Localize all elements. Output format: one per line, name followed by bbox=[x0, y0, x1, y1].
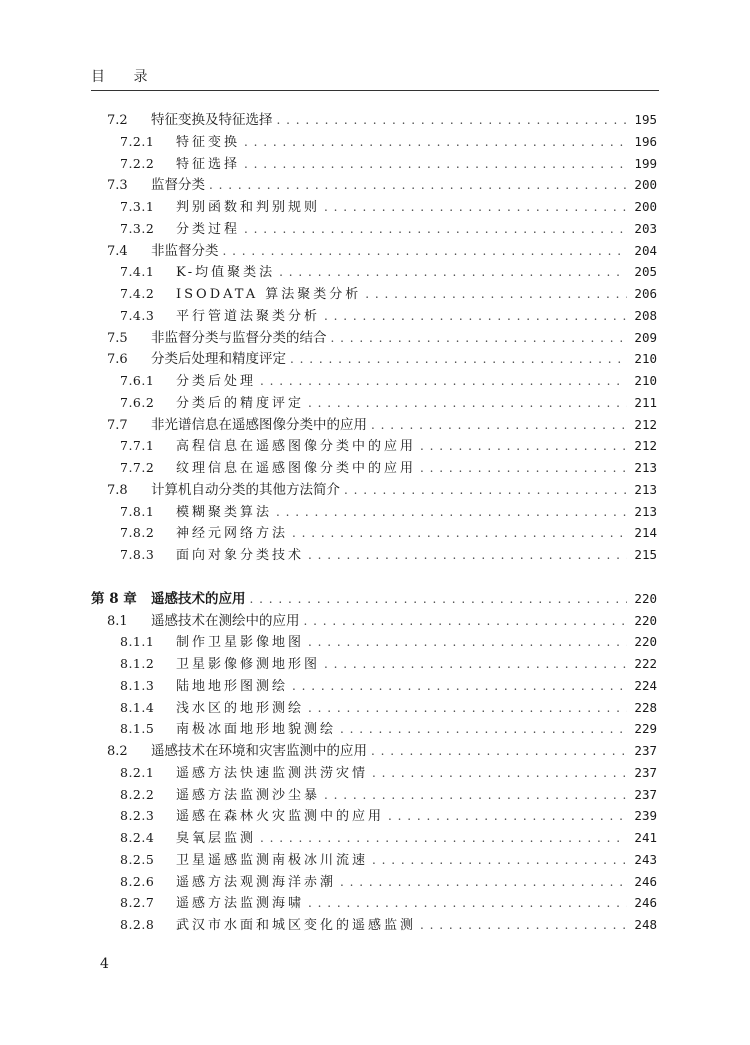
toc-entry-number: 7.6.2 bbox=[120, 394, 155, 410]
toc-entry-number: 7.2.2 bbox=[120, 155, 155, 171]
toc-entry-number: 7.7 bbox=[107, 417, 128, 433]
toc-entry-page: 213 bbox=[634, 481, 657, 497]
dot-leader bbox=[344, 479, 627, 501]
toc-subsection[interactable] bbox=[0, 784, 750, 806]
toc-entry-title: 纹理信息在遥感图像分类中的应用 bbox=[176, 461, 417, 476]
dot-leader bbox=[324, 196, 627, 218]
toc-subsection[interactable] bbox=[0, 827, 750, 849]
toc-section[interactable] bbox=[0, 740, 750, 762]
toc-entry-page: 237 bbox=[634, 764, 657, 780]
toc-entry-number: 8.1.4 bbox=[120, 699, 155, 715]
toc-entry-number: 7.7.2 bbox=[120, 460, 155, 475]
toc-entry-title: 分类过程 bbox=[176, 221, 241, 237]
toc-entry-title: 非监督分类与监督分类的结合 bbox=[151, 329, 327, 346]
dot-leader bbox=[371, 414, 627, 436]
toc-entry-title: 陆地地形图测绘 bbox=[176, 678, 289, 694]
dot-leader bbox=[388, 805, 627, 827]
toc-entry-number: 7.4.1 bbox=[120, 264, 155, 280]
toc-entry-number: 8.2 bbox=[107, 744, 128, 759]
toc-entry-page: 209 bbox=[634, 329, 657, 345]
toc-entry-title: 神经元网络方法 bbox=[176, 526, 289, 542]
dot-leader bbox=[250, 588, 628, 610]
toc-entry-title: 遥感技术的应用 bbox=[151, 590, 246, 607]
toc-entry-number: 8.1.3 bbox=[120, 677, 155, 693]
toc-entry-page: 228 bbox=[634, 699, 657, 715]
toc-entry-title: 非光谱信息在遥感图像分类中的应用 bbox=[151, 416, 367, 433]
dot-leader bbox=[244, 131, 627, 153]
toc-subsection[interactable] bbox=[0, 196, 750, 218]
toc-entry-number: 8.2.7 bbox=[120, 895, 155, 911]
toc-subsection[interactable] bbox=[0, 522, 750, 544]
toc-entry-number: 7.3 bbox=[107, 178, 128, 194]
toc-entry-title: 武汉市水面和城区变化的遥感监测 bbox=[176, 918, 417, 933]
toc-entry-title: 分类后处理 bbox=[176, 374, 257, 389]
toc-entry-page: 199 bbox=[634, 155, 657, 171]
toc-entry-number: 8.1.1 bbox=[120, 634, 155, 650]
toc-entry-title: 监督分类 bbox=[151, 177, 205, 194]
toc-section[interactable] bbox=[0, 348, 750, 370]
toc-entry-page: 248 bbox=[634, 917, 657, 932]
toc-entry-page: 229 bbox=[634, 721, 657, 737]
toc-entry-number: 第 8 章 bbox=[91, 590, 137, 607]
toc-entry-number: 8.2.2 bbox=[120, 786, 155, 802]
dot-leader bbox=[308, 392, 627, 414]
dot-leader bbox=[244, 153, 627, 175]
toc-entry-page: 204 bbox=[634, 242, 657, 258]
toc-entry-page: 222 bbox=[634, 656, 657, 671]
toc-subsection[interactable] bbox=[0, 805, 750, 827]
toc-section[interactable] bbox=[0, 327, 750, 349]
toc-entry-number: 7.8 bbox=[107, 482, 128, 498]
toc-entry-page: 246 bbox=[634, 895, 657, 911]
dot-leader bbox=[276, 501, 627, 523]
dot-leader bbox=[279, 261, 627, 283]
toc-entry-page: 239 bbox=[634, 808, 657, 824]
toc-entry-title: K-均值聚类法 bbox=[176, 265, 276, 281]
dot-leader bbox=[324, 784, 627, 806]
dot-leader bbox=[209, 174, 627, 196]
toc-entry-number: 8.2.5 bbox=[120, 851, 155, 867]
toc-subsection[interactable] bbox=[0, 131, 750, 153]
toc-entry-page: 210 bbox=[634, 373, 657, 388]
toc-entry-page: 241 bbox=[634, 830, 657, 845]
toc-entry-title: 平行管道法聚类分析 bbox=[176, 308, 321, 324]
toc-entry-title: 遥感方法观测海洋赤潮 bbox=[176, 874, 337, 890]
toc-entry-number: 7.3.1 bbox=[120, 199, 155, 214]
toc-entry-page: 206 bbox=[634, 286, 657, 301]
dot-leader bbox=[340, 871, 627, 893]
toc-entry-title: 面向对象分类技术 bbox=[176, 548, 305, 563]
toc-entry-page: 237 bbox=[634, 786, 657, 802]
dot-leader bbox=[260, 370, 627, 392]
toc-entry-title: 分类后的精度评定 bbox=[176, 395, 305, 411]
toc-subsection[interactable] bbox=[0, 762, 750, 784]
toc-entry-title: ISODATA 算法聚类分析 bbox=[176, 287, 362, 302]
running-header: 目 录 bbox=[91, 69, 160, 85]
toc-entry-number: 7.4.2 bbox=[120, 286, 155, 301]
toc-entry-title: 遥感在森林火灾监测中的应用 bbox=[176, 809, 385, 825]
toc-entry-page: 196 bbox=[634, 133, 657, 149]
toc-entry-number: 8.1.2 bbox=[120, 656, 155, 671]
toc-entry-title: 制作卫星影像地图 bbox=[176, 635, 305, 651]
header-rule bbox=[91, 90, 659, 91]
toc-subsection[interactable] bbox=[0, 914, 750, 936]
toc-entry-title: 特征变换及特征选择 bbox=[151, 112, 273, 128]
toc-entry-number: 7.8.1 bbox=[120, 503, 155, 519]
toc-subsection[interactable] bbox=[0, 631, 750, 653]
toc-subsection[interactable] bbox=[0, 370, 750, 392]
toc-entry-page: 212 bbox=[634, 416, 657, 432]
toc-entry-title: 高程信息在遥感图像分类中的应用 bbox=[176, 439, 417, 455]
dot-leader bbox=[420, 435, 627, 457]
toc-entry-title: 分类后处理和精度评定 bbox=[151, 351, 286, 368]
dot-leader bbox=[420, 914, 627, 936]
toc-subsection[interactable] bbox=[0, 218, 750, 240]
toc-subsection[interactable] bbox=[0, 435, 750, 457]
toc-entry-page: 195 bbox=[634, 112, 657, 127]
dot-leader bbox=[420, 457, 627, 479]
page-number: 4 bbox=[100, 956, 109, 972]
toc-entry-title: 卫星遥感监测南极冰川流速 bbox=[176, 852, 369, 868]
toc-entry-page: 243 bbox=[634, 851, 657, 867]
dot-leader bbox=[304, 610, 628, 632]
toc-entry-title: 浅水区的地形测绘 bbox=[176, 700, 305, 716]
dot-leader bbox=[308, 892, 627, 914]
toc-chapter[interactable] bbox=[0, 588, 750, 610]
toc-section[interactable] bbox=[0, 479, 750, 501]
toc-entry-title: 遥感方法监测海啸 bbox=[176, 896, 305, 912]
toc-entry-title: 遥感技术在测绘中的应用 bbox=[151, 612, 300, 629]
toc-entry-page: 212 bbox=[634, 438, 657, 454]
toc-entry-number: 8.1 bbox=[107, 613, 128, 629]
dot-leader bbox=[244, 218, 627, 240]
toc-entry-number: 7.8.2 bbox=[120, 525, 155, 541]
toc-entry-number: 7.2.1 bbox=[120, 133, 155, 149]
toc-entry-number: 7.3.2 bbox=[120, 220, 155, 236]
dot-leader bbox=[372, 762, 627, 784]
toc-subsection[interactable] bbox=[0, 261, 750, 283]
toc-entry-title: 遥感技术在环境和灾害监测中的应用 bbox=[151, 743, 367, 759]
toc-section[interactable] bbox=[0, 414, 750, 436]
toc-subsection[interactable] bbox=[0, 392, 750, 414]
toc-entry-number: 7.6 bbox=[107, 352, 128, 368]
toc-entry-title: 判别函数和判别规则 bbox=[176, 200, 321, 215]
dot-leader bbox=[331, 327, 628, 349]
toc-subsection[interactable] bbox=[0, 892, 750, 914]
toc-entry-title: 特征变换 bbox=[176, 134, 241, 150]
toc-subsection[interactable] bbox=[0, 544, 750, 566]
toc-entry-title: 模糊聚类算法 bbox=[176, 504, 273, 520]
toc-entry-page: 203 bbox=[634, 220, 657, 236]
toc-entry-title: 非监督分类 bbox=[151, 242, 219, 259]
toc-entry-page: 220 bbox=[634, 590, 657, 606]
toc-entry-number: 7.8.3 bbox=[120, 547, 155, 562]
toc-entry-page: 208 bbox=[634, 307, 657, 323]
dot-leader bbox=[290, 348, 627, 370]
toc-entry-title: 遥感方法快速监测洪涝灾情 bbox=[176, 765, 369, 781]
toc-subsection[interactable] bbox=[0, 305, 750, 327]
toc-entry-number: 7.2 bbox=[107, 113, 128, 128]
dot-leader bbox=[292, 675, 627, 697]
toc-entry-page: 213 bbox=[634, 503, 657, 519]
toc-section[interactable] bbox=[0, 174, 750, 196]
dot-leader bbox=[324, 305, 627, 327]
dot-leader bbox=[223, 240, 628, 262]
toc-entry-title: 卫星影像修测地形图 bbox=[176, 657, 321, 672]
dot-leader bbox=[340, 718, 627, 740]
toc-entry-page: 200 bbox=[634, 199, 657, 214]
dot-leader bbox=[308, 631, 627, 653]
toc-entry-number: 7.5 bbox=[107, 330, 128, 346]
toc-subsection[interactable] bbox=[0, 653, 750, 675]
toc-entry-number: 8.2.4 bbox=[120, 830, 155, 845]
toc-entry-number: 7.4 bbox=[107, 243, 128, 259]
toc-entry-title: 特征选择 bbox=[176, 156, 241, 172]
dot-leader bbox=[308, 544, 627, 566]
toc-entry-number: 8.2.8 bbox=[120, 917, 155, 932]
toc-subsection[interactable] bbox=[0, 697, 750, 719]
toc-entry-page: 246 bbox=[634, 873, 657, 889]
dot-leader bbox=[324, 653, 627, 675]
toc-entry-page: 220 bbox=[634, 612, 657, 628]
toc-section[interactable] bbox=[0, 240, 750, 262]
dot-leader bbox=[365, 283, 627, 305]
toc-subsection[interactable] bbox=[0, 675, 750, 697]
toc-entry-page: 200 bbox=[634, 177, 657, 193]
dot-leader bbox=[260, 827, 627, 849]
toc-subsection[interactable] bbox=[0, 283, 750, 305]
toc-entry-number: 7.6.1 bbox=[120, 373, 155, 388]
dot-leader bbox=[277, 109, 628, 131]
toc-entry-number: 8.2.3 bbox=[120, 808, 155, 824]
toc-entry-page: 210 bbox=[634, 351, 657, 367]
toc-entry-page: 213 bbox=[634, 460, 657, 475]
toc-section[interactable] bbox=[0, 610, 750, 632]
toc-entry-title: 南极冰面地形地貌测绘 bbox=[176, 722, 337, 738]
toc-entry-title: 遥感方法监测沙尘暴 bbox=[176, 787, 321, 803]
toc-entry-number: 7.4.3 bbox=[120, 307, 155, 323]
dot-leader bbox=[292, 522, 627, 544]
toc-entry-number: 8.1.5 bbox=[120, 721, 155, 737]
dot-leader bbox=[372, 849, 627, 871]
toc-entry-title: 臭氧层监测 bbox=[176, 831, 257, 846]
toc-entry-title: 计算机自动分类的其他方法简介 bbox=[151, 481, 340, 498]
toc-subsection[interactable] bbox=[0, 153, 750, 175]
toc-subsection[interactable] bbox=[0, 501, 750, 523]
toc-entry-number: 7.7.1 bbox=[120, 438, 155, 454]
toc-subsection[interactable] bbox=[0, 849, 750, 871]
toc-subsection[interactable] bbox=[0, 718, 750, 740]
toc-entry-page: 237 bbox=[634, 743, 657, 758]
toc-entry-number: 8.2.1 bbox=[120, 764, 155, 780]
toc-entry-page: 224 bbox=[634, 677, 657, 693]
toc-subsection[interactable] bbox=[0, 457, 750, 479]
dot-leader bbox=[371, 740, 627, 762]
toc-subsection[interactable] bbox=[0, 871, 750, 893]
dot-leader bbox=[308, 697, 627, 719]
toc-entry-page: 214 bbox=[634, 525, 657, 541]
toc-entry-number: 8.2.6 bbox=[120, 873, 155, 889]
toc-entry-page: 205 bbox=[634, 264, 657, 280]
toc-entry-page: 215 bbox=[634, 547, 657, 562]
toc-entry-page: 211 bbox=[634, 394, 657, 410]
toc-section[interactable] bbox=[0, 109, 750, 131]
toc-entry-page: 220 bbox=[634, 634, 657, 650]
